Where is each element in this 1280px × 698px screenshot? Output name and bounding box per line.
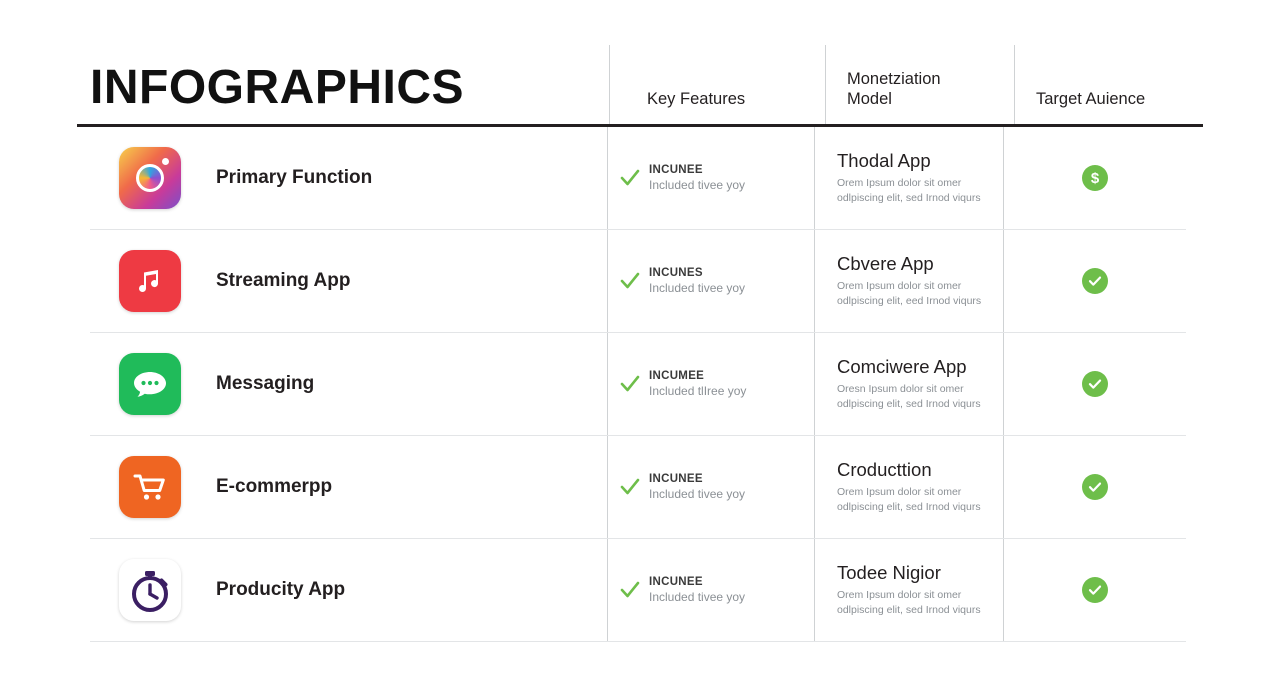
row-feature-subtitle: Included tivee yoy <box>649 177 746 192</box>
row-target-cell <box>1003 230 1186 332</box>
column-header-key-features-label: Key Features <box>647 90 746 109</box>
row-key-features-cell <box>607 539 814 641</box>
check-badge-icon <box>1082 577 1108 603</box>
row-monetization-body: Orem Ipsum dolor sit omer odlpiscing elit, eed Irnod viqurs <box>837 279 982 308</box>
row-monetization-body: Orem Ipsum dolor sit omer odlpiscing elit, sed Irnod viqurs <box>837 176 981 205</box>
row-feature-title: INCUNEE <box>649 576 703 589</box>
row-feature-text <box>649 575 745 604</box>
column-header-target-audience <box>1014 45 1203 124</box>
stopwatch-glyph <box>123 563 177 617</box>
row-label: Producity App <box>216 579 346 600</box>
row-feature-title: INCUNEE <box>649 164 703 177</box>
column-header-monetization-model-label: Monetziation Model <box>847 69 941 109</box>
row-feature-title: INCUMEE <box>649 370 705 383</box>
row-monetization-title: Croducttion <box>837 458 932 480</box>
row-icon-cell <box>90 147 210 209</box>
check-icon <box>619 373 641 395</box>
check-icon <box>619 270 641 292</box>
row-target-cell <box>1003 333 1186 435</box>
row-monetization-cell <box>814 127 1003 229</box>
column-header-target-audience-label: Target Auience <box>1036 90 1146 109</box>
row-monetization-body: Orem Ipsum dolor sit omer odlpiscing elit, sed Irnod viqurs <box>837 485 981 514</box>
message-app-icon <box>119 353 181 415</box>
check-icon <box>619 579 641 601</box>
row-monetization-cell <box>814 436 1003 538</box>
row-feature-subtitle: Included tivee yoy <box>649 280 746 295</box>
row-monetization-title: Thodal App <box>837 149 931 171</box>
row-label: E-commerpp <box>216 476 333 497</box>
check-badge-icon <box>1082 371 1108 397</box>
row-feature-text <box>649 369 746 398</box>
check-icon <box>619 167 641 189</box>
row-target-cell <box>1003 539 1186 641</box>
row-monetization-title: Comciwere App <box>837 355 967 377</box>
row-feature-text <box>649 163 745 192</box>
column-header-monetization-model <box>825 45 1014 124</box>
row-monetization-title: Todee Nigior <box>837 561 941 583</box>
row-monetization-cell <box>814 230 1003 332</box>
speech-bubble-glyph <box>130 367 170 401</box>
row-key-features-cell <box>607 436 814 538</box>
row-key-features-cell <box>607 333 814 435</box>
row-feature-subtitle: Included tivee yoy <box>649 589 746 604</box>
row-monetization-cell <box>814 539 1003 641</box>
check-badge-icon <box>1082 474 1108 500</box>
row-label: Streaming App <box>216 270 351 291</box>
row-feature-subtitle: Included tivee yoy <box>649 486 746 501</box>
check-badge-icon <box>1082 268 1108 294</box>
row-label: Primary Function <box>216 167 373 188</box>
row-key-features-cell <box>607 127 814 229</box>
row-monetization-title: Cbvere App <box>837 252 934 274</box>
row-icon-cell <box>90 559 210 621</box>
row-icon-cell <box>90 353 210 415</box>
table-row <box>90 230 1186 333</box>
table-row <box>90 333 1186 436</box>
row-monetization-body: Oresn Ipsum dolor sit omer odlpiscing elit, sed Irnod viqurs <box>837 382 981 411</box>
row-target-cell <box>1003 436 1186 538</box>
camera-lens-shape <box>136 164 164 192</box>
column-header-key-features <box>609 45 825 124</box>
table-row <box>90 127 1186 230</box>
check-icon <box>619 476 641 498</box>
stopwatch-app-icon <box>119 559 181 621</box>
row-feature-text <box>649 472 745 501</box>
music-app-icon <box>119 250 181 312</box>
camera-app-icon <box>119 147 181 209</box>
camera-flash-shape <box>162 158 169 165</box>
page-title: INFOGRAPHICS <box>90 61 465 114</box>
row-label: Messaging <box>216 373 315 394</box>
shopping-cart-app-icon <box>119 456 181 518</box>
row-icon-cell <box>90 250 210 312</box>
row-key-features-cell <box>607 230 814 332</box>
row-monetization-cell <box>814 333 1003 435</box>
table-body <box>90 127 1186 642</box>
row-feature-title: INCUNES <box>649 267 703 280</box>
table-header <box>77 48 1203 127</box>
table-row <box>90 436 1186 539</box>
row-target-cell <box>1003 127 1186 229</box>
row-feature-title: INCUNEE <box>649 473 703 486</box>
dollar-badge-icon: $ <box>1082 165 1108 191</box>
title-cell <box>77 61 609 124</box>
row-icon-cell <box>90 456 210 518</box>
row-monetization-body: Orem Ipsum dolor sit omer odlpiscing elit, sed Irnod viqurs <box>837 588 981 617</box>
table-row <box>90 539 1186 642</box>
row-feature-subtitle: Included tlIree yoy <box>649 383 747 398</box>
music-note-glyph <box>133 264 167 298</box>
row-feature-text <box>649 266 745 295</box>
cart-glyph <box>132 471 168 503</box>
